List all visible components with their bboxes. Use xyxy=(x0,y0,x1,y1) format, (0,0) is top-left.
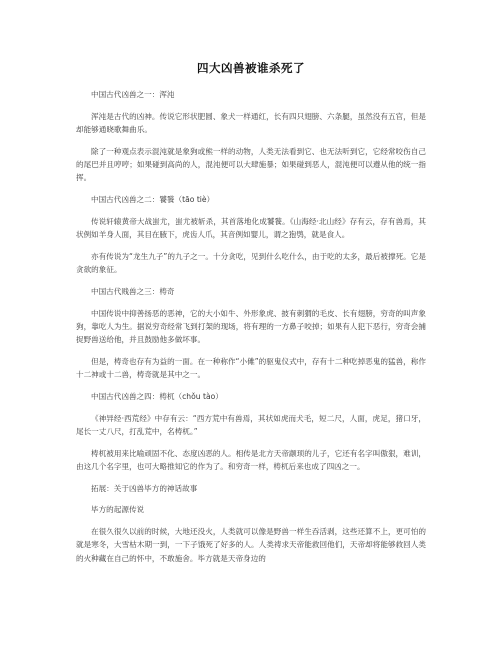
body-paragraph: 《神异经·西荒经》中存有云：“西方荒中有兽焉，其状如虎而犬毛，短二尺，人面，虎足，猪口牙，尾长一丈八尺，打乱荒中，名梼杌。” xyxy=(76,413,426,436)
document-body xyxy=(76,88,426,573)
section-heading: 中国古代凶兽之二：饕餮（tāo tiè） xyxy=(91,195,215,204)
document-title: 四大凶兽被谁杀死了 xyxy=(197,61,305,75)
section-heading: 毕方的起源传说 xyxy=(91,505,145,515)
body-paragraph: 中国传说中抑善扬恶的恶神，它的大小如牛、外形象虎、披有刺猬的毛皮、长有翅膀，穷奇的叫声象狗，靠吃人为生。据说穷奇经常飞到打架的现场，将有理的一方鼻子咬掉；如果有人犯下恶行，穷奇会捕捉野兽送给他，并且鼓励他多做坏事。 xyxy=(76,308,426,344)
body-paragraph: 浑沌是古代的凶神。传说它形状肥圆、象犬一样通红，长有四只翅膀、六条腿，虽然没有五官，但是却能够通晓歌舞曲乐。 xyxy=(76,111,426,134)
section-heading: 中国古代贱兽之三：梼奇 xyxy=(91,286,175,296)
body-paragraph: 传说轩辕黄帝大战蚩尤，蚩尤被斩杀，其首落地化成饕餮。《山海经·北山经》存有云，存有兽焉，其状例如羊身人面，其目在腋下，虎齿人爪，其音例如婴儿，谓之狍鸮，就是食人。 xyxy=(76,216,426,239)
body-paragraph: 但是，梼奇也存有为益的一面。在一种称作“小傩”的驱鬼仪式中，存有十二种吃掉恶鬼的猛兽，称作十二神或十二兽，梼奇就是其中之一。 xyxy=(76,356,426,379)
body-paragraph: 亦有传说为“龙生九子”的九子之一。十分贪吃，见到什么吃什么，由于吃的太多，最后被撑死。它是贪欲的象征。 xyxy=(76,251,426,274)
body-paragraph: 除了一种观点表示混沌就是象狗或熊一样的动物，人类无法看到它、也无法听到它，它经常咬伤自己的尾巴并且哼哼；如果碰到高尚的人，混沌便可以大肆施暴；如果碰到恶人，混沌便可以遵从他的统一指挥。 xyxy=(76,146,426,183)
section-heading: 中国古代凶兽之四：梼杌（chǒu tào） xyxy=(91,391,223,401)
body-paragraph: 在很久很久以前的时候，大地还没火，人类就可以像是野兽一样生吞活剥，这些还算不上，更可怕的就是寒冬，大雪枯木期一到，一下子饿死了好多的人。人类祷求天帝能救回他们，天帝却将能够救回人类的火种藏在自己的怀中，不敢施舍。毕方就是天帝身边的 xyxy=(76,527,426,563)
body-paragraph: 梼杌被用来比喻顽固不化、态度凶恶的人。相传是北方天帝颛顼的儿子，它还有名字叫傲狠，难训，由这几个名字里，也可大略推知它的作为了。和穷奇一样，梼杌后来也成了四凶之一。 xyxy=(76,448,426,471)
section-heading: 拓展：关于凶兽毕方的神话故事 xyxy=(91,483,198,493)
section-heading: 中国古代凶兽之一：浑沌 xyxy=(91,90,175,99)
